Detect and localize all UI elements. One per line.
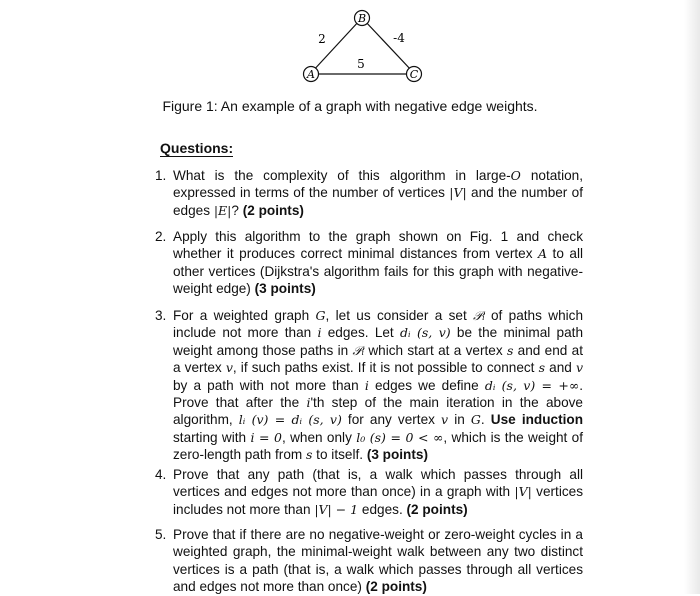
points-label: (2 points) <box>406 501 468 517</box>
question-text: by a path with not more than <box>173 377 365 393</box>
node-a-label: A <box>307 68 315 81</box>
questions-list <box>143 167 584 595</box>
math-expr: 𝒫ᵢ <box>473 308 485 323</box>
points-label: (3 points) <box>254 281 316 297</box>
figure-caption: Figure 1: An example of a graph with negative edge weights. <box>162 98 538 114</box>
math-expr: i <box>364 377 369 393</box>
question-text: and end at a vertex <box>173 342 583 376</box>
question-number: 2. <box>155 229 167 244</box>
question-5 <box>143 526 583 596</box>
math-expr: |E| <box>213 202 232 218</box>
question-1 <box>143 167 583 219</box>
question-text: , which is the weight of zero-length path from <box>173 429 584 463</box>
math-expr: 𝒫ᵢ <box>352 342 365 358</box>
question-text: vertices includes not more than <box>173 484 583 517</box>
math-expr: G <box>470 412 481 428</box>
question-text: edges. Let <box>321 325 400 341</box>
question-text: Prove that if there are no negative-weight or zero-weight cycles in a weighted graph, the minimal-weight walk between any two distinct vertices is a path (that is, a walk which passes through all vertices and edges not more than once) <box>173 527 583 595</box>
math-expr: v <box>441 412 449 428</box>
questions-heading: Questions: <box>160 140 234 156</box>
math-expr: |V| <box>449 185 467 201</box>
question-number: 5. <box>155 527 167 542</box>
node-b-label: B <box>357 12 367 25</box>
question-text: Prove that any path (that is, a walk which passes through all vertices and edges not more than once) in a graph with <box>173 467 583 500</box>
edge-b-c-weight: -4 <box>393 31 405 45</box>
points-label: (2 points) <box>365 579 427 595</box>
graph-figure <box>0 0 700 95</box>
question-text: , if such paths exist. If it is not possible to connect <box>232 360 539 376</box>
math-expr: dᵢ (s, v) = +∞ <box>484 377 580 393</box>
question-text: For a weighted graph <box>173 308 316 323</box>
edge-b-c <box>364 20 412 71</box>
math-expr: l₀ (s) = 0 < ∞ <box>356 429 444 445</box>
question-text: be the minimal path weight among those paths in <box>173 325 584 358</box>
math-expr: lᵢ (v) = dᵢ (s, v) <box>238 412 342 428</box>
question-text: notation, expressed in terms of the number of vertices <box>173 168 583 201</box>
math-expr: v <box>225 360 233 376</box>
math-expr: O <box>510 168 521 183</box>
question-text: , when only <box>281 429 357 445</box>
math-expr: i <box>317 325 322 341</box>
edge-a-b-weight: 2 <box>318 32 326 46</box>
node-c-label: C <box>409 68 419 81</box>
question-text: Apply this algorithm to the graph shown on Fig. 1 and check whether it produces correct minimal distances from vertex <box>173 229 583 262</box>
math-expr: s <box>538 360 546 376</box>
math-expr: i = 0 <box>250 429 282 445</box>
math-expr: dᵢ (s, v) <box>399 325 451 341</box>
question-text: which start at a vertex <box>364 342 507 358</box>
edge-a-b <box>311 20 360 73</box>
question-text: to itself. <box>312 447 367 463</box>
question-number: 1. <box>155 168 167 183</box>
question-number: 4. <box>155 467 167 482</box>
question-text: . Prove that after the <box>173 377 584 411</box>
math-expr: s <box>305 447 313 463</box>
edge-a-c-weight: 5 <box>357 57 365 71</box>
math-expr: |V| − 1 <box>314 501 359 517</box>
question-text: edges we define <box>368 377 485 393</box>
question-text: starting with <box>173 429 251 445</box>
question-text: ? <box>231 202 243 218</box>
question-2 <box>143 228 583 298</box>
question-text: 'th step of the main iteration in the above algorithm, <box>173 395 583 428</box>
question-text: edges. <box>358 501 407 517</box>
question-text: and <box>545 360 576 376</box>
math-expr: G <box>315 308 326 323</box>
question-3 <box>143 307 583 464</box>
points-label: (3 points) <box>366 447 428 463</box>
question-text: What is the complexity of this algorithm in large- <box>173 168 511 183</box>
question-4 <box>143 466 583 518</box>
math-expr: |V| <box>514 484 532 500</box>
emphasis-text: Use induction <box>490 412 583 428</box>
math-expr: i <box>306 395 311 411</box>
question-text: of paths which include not more than <box>173 308 584 341</box>
question-text: in <box>448 412 471 428</box>
math-expr: A <box>538 246 548 262</box>
question-number: 3. <box>155 308 167 323</box>
points-label: (2 points) <box>242 202 304 218</box>
math-expr: v <box>575 360 584 376</box>
question-text: . <box>480 412 491 428</box>
question-text: and the number of edges <box>173 185 583 218</box>
question-text: to all other vertices (Dijkstra's algorithm fails for this graph with negative-weight edge) <box>173 246 583 297</box>
question-text: , let us consider a set <box>325 308 474 323</box>
question-text: for any vertex <box>341 412 442 428</box>
math-expr: s <box>506 342 514 358</box>
